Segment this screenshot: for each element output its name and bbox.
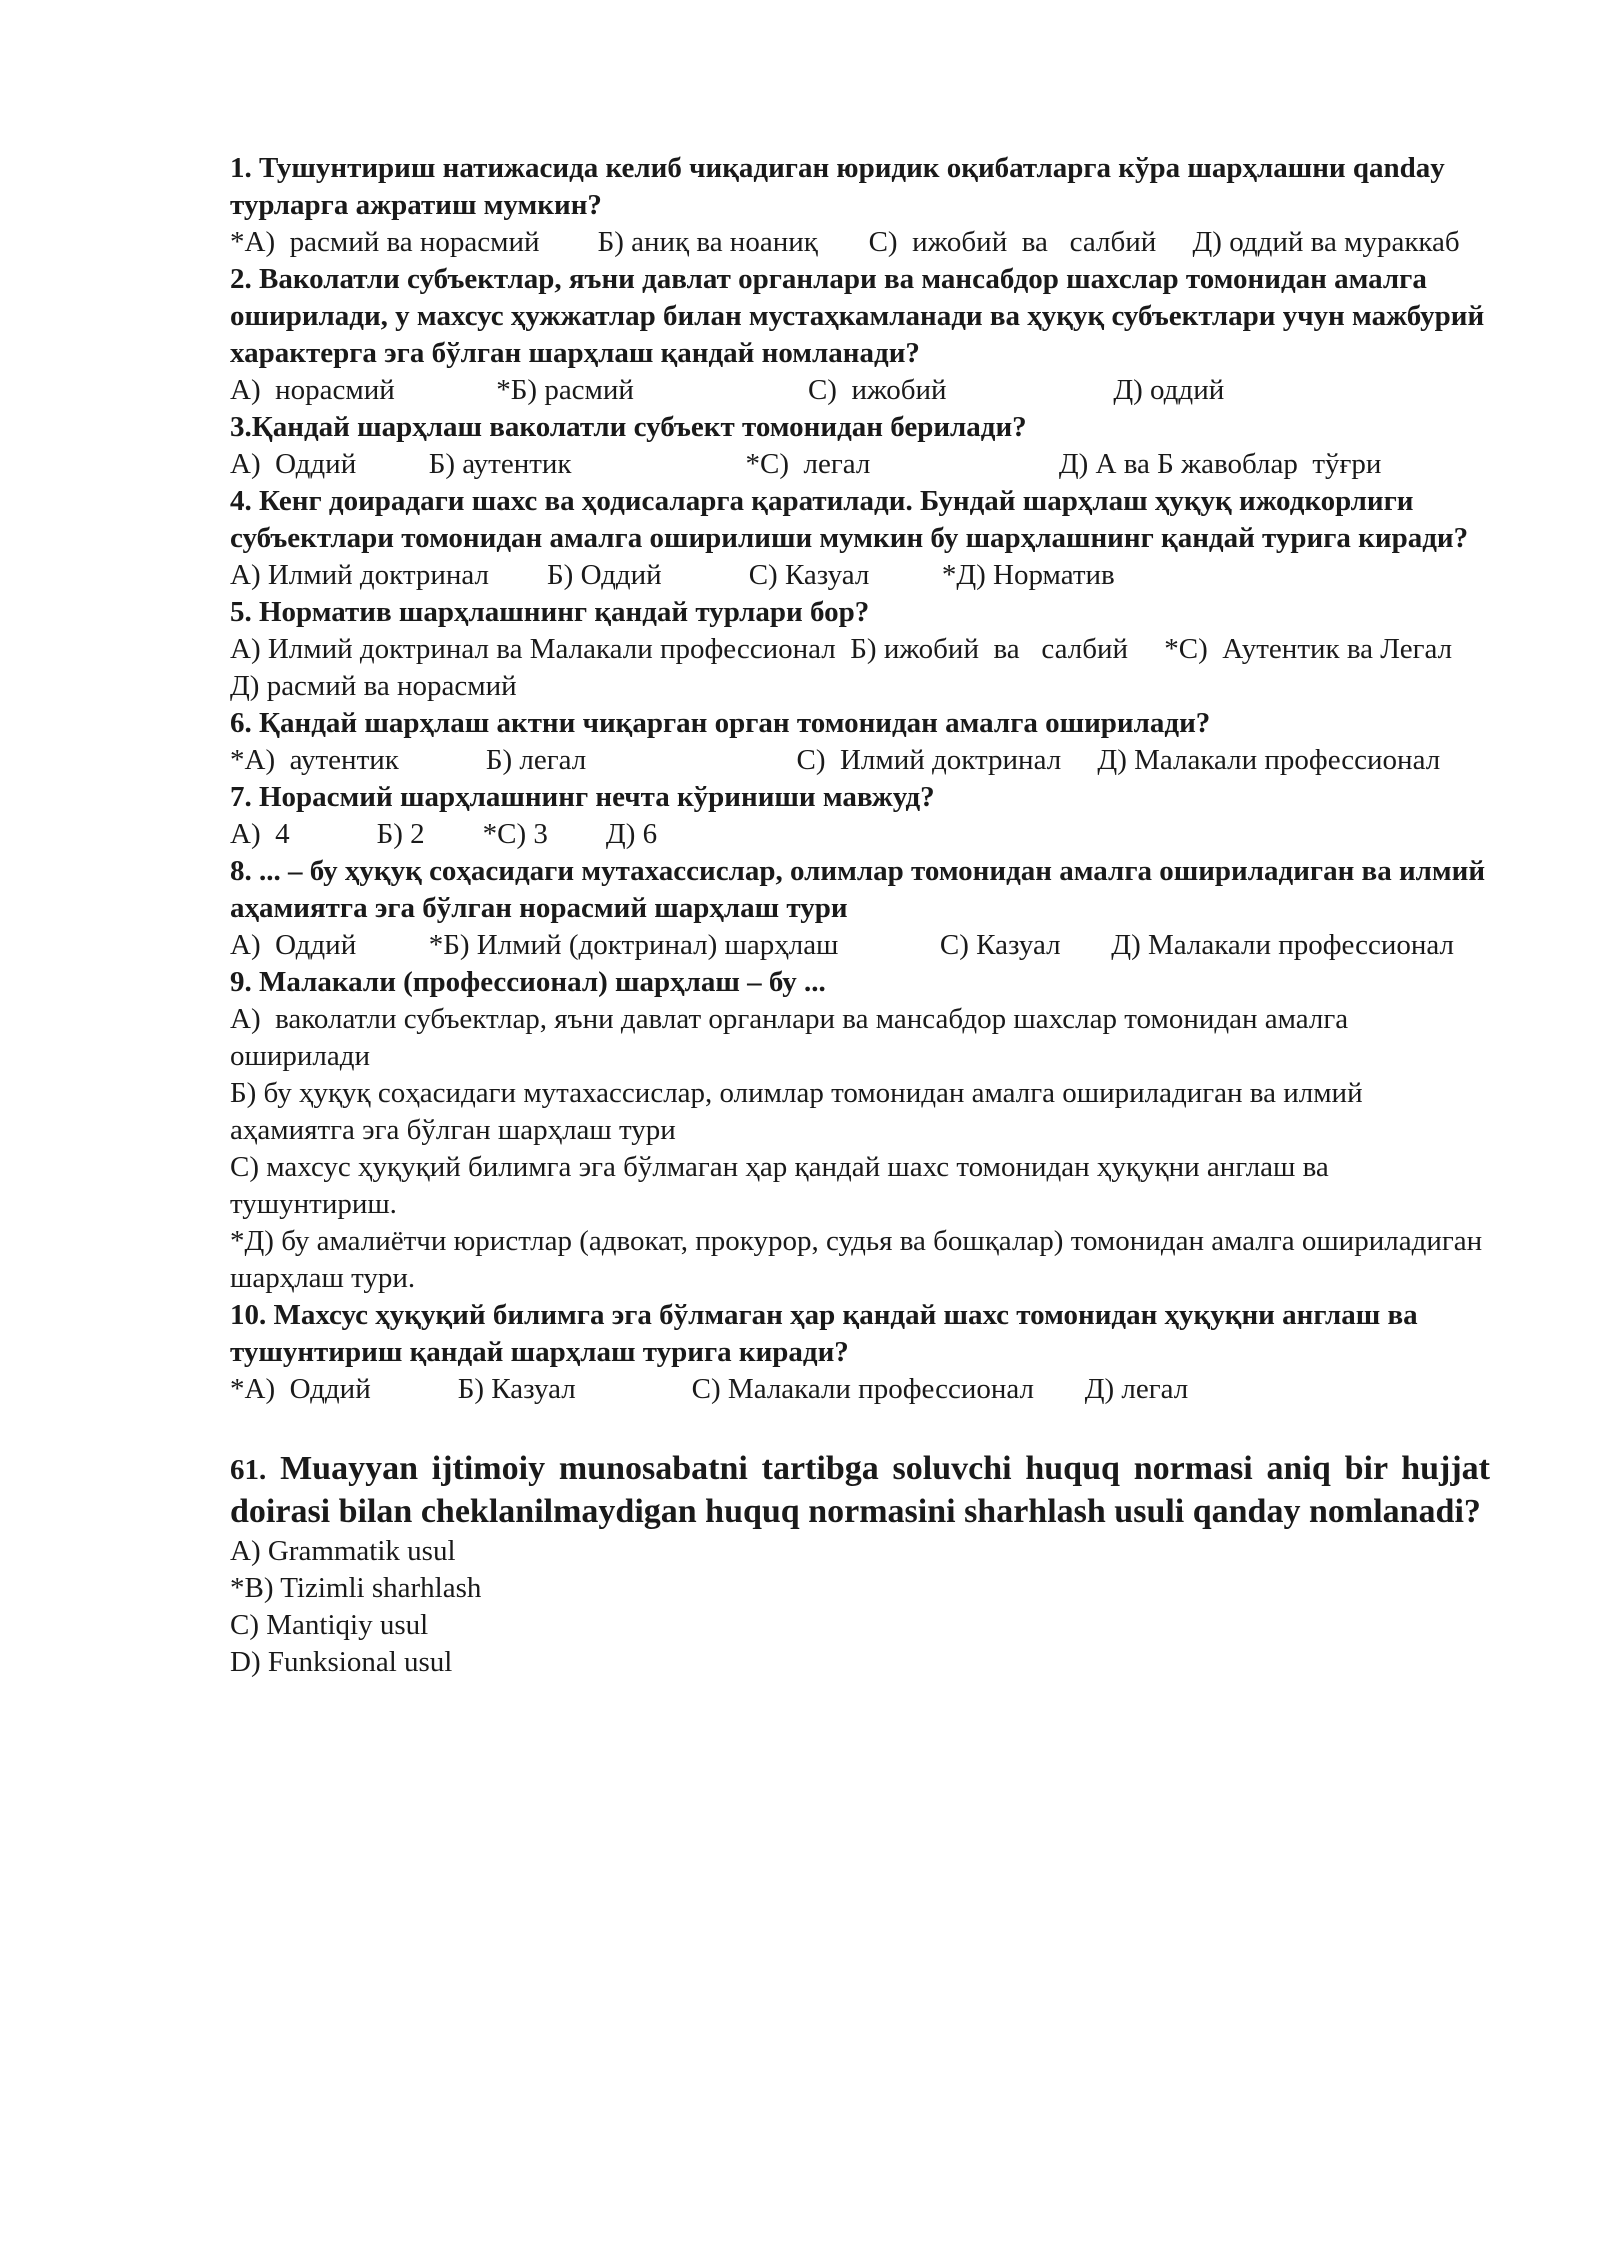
answer-options: А) Илмий доктринал ва Малакали профессионал Б) ижобий ва салбий *С) Аутентик ва Легал Д) расмий ва норасмий: [230, 633, 1598, 702]
question-8: [230, 853, 1490, 964]
question-text: 4. Кенг доирадаги шахс ва ҳодисаларга қаратилади. Бундай шарҳлаш ҳуқуқ ижодкорлиги субъектлари томонидан амалга оширилиши мумкин бу шарҳлашнинг қандай турига киради?: [230, 485, 1469, 554]
answer-option-a: А) ваколатли субъектлар, яъни давлат органлари ва мансабдор шахслар томонидан амалга оширилади: [230, 1003, 1356, 1072]
question-text: 3.Қандай шарҳлаш ваколатли субъект томонидан берилади?: [230, 411, 1027, 443]
answer-option-d: *Д) бу амалиётчи юристлар (адвокат, прокурор, судья ва бошқалар) томонидан амалга ошириладиган шарҳлаш тури.: [230, 1225, 1490, 1294]
question-text: 8. ... – бу ҳуқуқ соҳасидаги мутахассислар, олимлар томонидан амалга ошириладиган ва илмий аҳамиятга эга бўлган норасмий шарҳлаш тури: [230, 855, 1486, 924]
answer-options: А) Оддий Б) аутентик *С) легал Д) А ва Б жавоблар тўғри: [230, 448, 1382, 480]
question-5: [230, 594, 1598, 705]
answer-options: А) Оддий *Б) Илмий (доктринал) шарҳлаш С) Казуал Д) Малакали профессионал: [230, 929, 1455, 961]
question-10: [230, 1297, 1490, 1408]
question-3: [230, 409, 1490, 483]
question-text: [230, 1448, 1490, 1533]
answer-options: *А) расмий ва норасмий Б) аниқ ва ноаниқ С) ижобий ва салбий Д) оддий ва мураккаб: [230, 226, 1460, 258]
question-text: 10. Махсус ҳуқуқий билимга эга бўлмаган ҳар қандай шахс томонидан ҳуқуқни англаш ва тушунтириш қандай шарҳлаш турига киради?: [230, 1299, 1418, 1368]
question-number: 61.: [230, 1454, 267, 1486]
question-61: [230, 1448, 1490, 1681]
answer-option-b: Б) бу ҳуқуқ соҳасидаги мутахассислар, олимлар томонидан амалга ошириладиган ва илмий аҳамиятга эга бўлган шарҳлаш тури: [230, 1077, 1370, 1146]
answer-option-a: A) Grammatik usul: [230, 1535, 456, 1567]
question-text: 2. Ваколатли субъектлар, яъни давлат органлари ва мансабдор шахслар томонидан амалга оширилади, у махсус ҳужжатлар билан мустаҳкамланади ва ҳуқуқ субъектлари учун мажбурий характерга эга бўлган шарҳлаш қандай номланади?: [230, 263, 1485, 369]
question-text: 5. Норматив шарҳлашнинг қандай турлари бор?: [230, 596, 870, 628]
answer-options: *А) аутентик Б) легал С) Илмий доктринал Д) Малакали профессионал: [230, 744, 1441, 776]
question-text: 7. Норасмий шарҳлашнинг нечта кўриниши мавжуд?: [230, 781, 935, 813]
answer-option-c: C) Mantiqiy usul: [230, 1609, 429, 1641]
answer-option-d: D) Funksional usul: [230, 1646, 453, 1678]
question-9: [230, 964, 1490, 1297]
question-6: [230, 705, 1490, 779]
question-7: [230, 779, 1490, 853]
answer-options: А) Илмий доктринал Б) Оддий С) Казуал *Д) Норматив: [230, 559, 1115, 591]
question-2: [230, 261, 1490, 409]
question-1: [230, 150, 1490, 261]
question-4: [230, 483, 1490, 594]
answer-option-c: С) махсус ҳуқуқий билимга эга бўлмаган ҳар қандай шахс томонидан ҳуқуқни англаш ва тушунтириш.: [230, 1151, 1337, 1220]
document-page: [230, 150, 1598, 1681]
answer-options: *А) Оддий Б) Казуал С) Малакали профессионал Д) легал: [230, 1373, 1189, 1405]
spacer: [230, 1408, 1490, 1448]
answer-options: А) норасмий *Б) расмий С) ижобий Д) оддий: [230, 374, 1225, 406]
question-text: 9. Малакали (профессионал) шарҳлаш – бу ...: [230, 966, 826, 998]
answer-option-b: *B) Tizimli sharhlash: [230, 1572, 482, 1604]
question-body: Muayyan ijtimoiy munosabatni tartibga soluvchi huquq normasi aniq bir hujjat doirasi bilan cheklanilmaydigan huquq normasini sharhlash usuli qanday nomlanadi?: [230, 1450, 1491, 1530]
answer-options: А) 4 Б) 2 *С) 3 Д) 6: [230, 818, 658, 850]
question-text: 6. Қандай шарҳлаш актни чиқарган орган томонидан амалга оширилади?: [230, 707, 1211, 739]
question-text: 1. Тушунтириш натижасида келиб чиқадиган юридик оқибатларга кўра шарҳлашни qanday турларга ажратиш мумкин?: [230, 152, 1445, 221]
